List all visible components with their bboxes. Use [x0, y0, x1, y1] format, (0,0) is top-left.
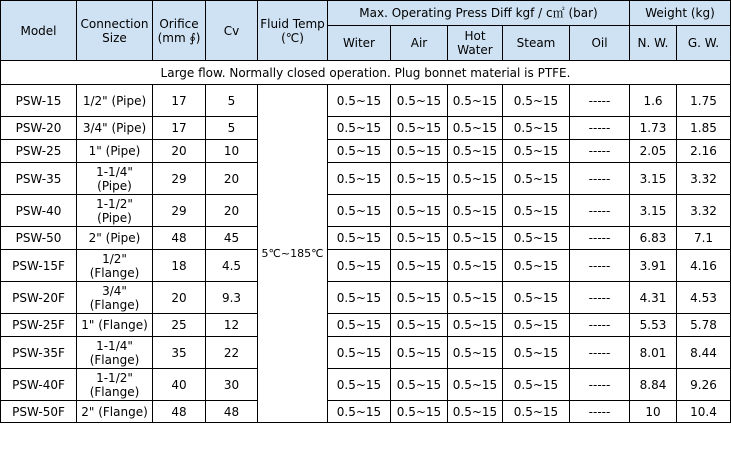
- press-oil-cell: -----: [570, 140, 630, 163]
- connection-size-cell: 1-1/4" (Pipe): [77, 163, 153, 195]
- press-hot-water-cell: 0.5~15: [448, 337, 503, 369]
- connection-size-cell: 1-1/2" (Pipe): [77, 195, 153, 227]
- cv-cell: 12: [206, 314, 258, 337]
- table-row: [1, 401, 731, 423]
- table-row: [1, 282, 731, 314]
- weight-nw-cell: 1.73: [630, 117, 677, 140]
- cv-cell: 20: [206, 195, 258, 227]
- model-cell: PSW-35F: [1, 337, 77, 369]
- press-water-cell: 0.5~15: [328, 401, 391, 423]
- press-oil-cell: -----: [570, 337, 630, 369]
- weight-nw-cell: 4.31: [630, 282, 677, 314]
- model-cell: PSW-50F: [1, 401, 77, 423]
- orifice-cell: 40: [153, 369, 206, 401]
- press-air-cell: 0.5~15: [391, 85, 448, 117]
- connection-size-cell: 1-1/2" (Flange): [77, 369, 153, 401]
- connection-size-cell: 1" (Pipe): [77, 140, 153, 163]
- press-oil-cell: -----: [570, 401, 630, 423]
- header-press-water: Witer: [328, 26, 391, 61]
- cv-cell: 22: [206, 337, 258, 369]
- orifice-cell: 48: [153, 227, 206, 250]
- header-cv: Cv: [206, 1, 258, 61]
- connection-size-cell: 3/4" (Pipe): [77, 117, 153, 140]
- weight-gw-cell: 4.53: [677, 282, 731, 314]
- header-press-air: Air: [391, 26, 448, 61]
- weight-gw-cell: 1.85: [677, 117, 731, 140]
- press-oil-cell: -----: [570, 369, 630, 401]
- weight-gw-cell: 9.26: [677, 369, 731, 401]
- press-water-cell: 0.5~15: [328, 337, 391, 369]
- press-water-cell: 0.5~15: [328, 250, 391, 282]
- press-hot-water-cell: 0.5~15: [448, 369, 503, 401]
- header-max-press-diff: Max. Operating Press Diff kgf / c㎡ (bar): [328, 1, 630, 26]
- header-press-steam: Steam: [503, 26, 570, 61]
- press-steam-cell: 0.5~15: [503, 250, 570, 282]
- table-note: Large flow. Normally closed operation. Plug bonnet material is PTFE.: [1, 61, 731, 85]
- press-hot-water-cell: 0.5~15: [448, 163, 503, 195]
- press-oil-cell: -----: [570, 195, 630, 227]
- press-air-cell: 0.5~15: [391, 401, 448, 423]
- press-oil-cell: -----: [570, 250, 630, 282]
- weight-gw-cell: 3.32: [677, 195, 731, 227]
- cv-cell: 5: [206, 117, 258, 140]
- press-steam-cell: 0.5~15: [503, 314, 570, 337]
- press-air-cell: 0.5~15: [391, 117, 448, 140]
- weight-nw-cell: 6.83: [630, 227, 677, 250]
- press-steam-cell: 0.5~15: [503, 163, 570, 195]
- press-steam-cell: 0.5~15: [503, 369, 570, 401]
- cv-cell: 30: [206, 369, 258, 401]
- press-water-cell: 0.5~15: [328, 85, 391, 117]
- press-hot-water-cell: 0.5~15: [448, 314, 503, 337]
- press-steam-cell: 0.5~15: [503, 337, 570, 369]
- weight-nw-cell: 5.53: [630, 314, 677, 337]
- press-water-cell: 0.5~15: [328, 140, 391, 163]
- connection-size-cell: 1/2" (Flange): [77, 250, 153, 282]
- model-cell: PSW-15: [1, 85, 77, 117]
- cv-cell: 45: [206, 227, 258, 250]
- press-hot-water-cell: 0.5~15: [448, 282, 503, 314]
- press-steam-cell: 0.5~15: [503, 195, 570, 227]
- table-row: [1, 227, 731, 250]
- weight-gw-cell: 5.78: [677, 314, 731, 337]
- press-air-cell: 0.5~15: [391, 163, 448, 195]
- press-steam-cell: 0.5~15: [503, 85, 570, 117]
- table-body: [1, 61, 731, 423]
- weight-nw-cell: 10: [630, 401, 677, 423]
- press-oil-cell: -----: [570, 227, 630, 250]
- weight-gw-cell: 3.32: [677, 163, 731, 195]
- press-water-cell: 0.5~15: [328, 369, 391, 401]
- header-press-oil: Oil: [570, 26, 630, 61]
- model-cell: PSW-40: [1, 195, 77, 227]
- weight-nw-cell: 3.15: [630, 163, 677, 195]
- weight-nw-cell: 2.05: [630, 140, 677, 163]
- press-air-cell: 0.5~15: [391, 140, 448, 163]
- cv-cell: 20: [206, 163, 258, 195]
- header-weight-nw: N. W.: [630, 26, 677, 61]
- cv-cell: 9.3: [206, 282, 258, 314]
- orifice-cell: 17: [153, 85, 206, 117]
- table-row: [1, 250, 731, 282]
- header-weight: Weight (kg): [630, 1, 731, 26]
- connection-size-cell: 1" (Flange): [77, 314, 153, 337]
- connection-size-cell: 1-1/4" (Flange): [77, 337, 153, 369]
- connection-size-cell: 2" (Flange): [77, 401, 153, 423]
- header-orifice: Orifice (mm ∮): [153, 1, 206, 61]
- orifice-cell: 25: [153, 314, 206, 337]
- connection-size-cell: 2" (Pipe): [77, 227, 153, 250]
- connection-size-cell: 1/2" (Pipe): [77, 85, 153, 117]
- orifice-cell: 29: [153, 163, 206, 195]
- press-steam-cell: 0.5~15: [503, 140, 570, 163]
- connection-size-cell: 3/4" (Flange): [77, 282, 153, 314]
- press-air-cell: 0.5~15: [391, 250, 448, 282]
- header-model: Model: [1, 1, 77, 61]
- press-oil-cell: -----: [570, 117, 630, 140]
- orifice-cell: 29: [153, 195, 206, 227]
- press-air-cell: 0.5~15: [391, 337, 448, 369]
- model-cell: PSW-50: [1, 227, 77, 250]
- table-row: [1, 369, 731, 401]
- press-steam-cell: 0.5~15: [503, 117, 570, 140]
- press-air-cell: 0.5~15: [391, 227, 448, 250]
- press-water-cell: 0.5~15: [328, 195, 391, 227]
- press-steam-cell: 0.5~15: [503, 282, 570, 314]
- weight-nw-cell: 3.91: [630, 250, 677, 282]
- orifice-cell: 17: [153, 117, 206, 140]
- table-row: [1, 140, 731, 163]
- press-hot-water-cell: 0.5~15: [448, 117, 503, 140]
- model-cell: PSW-25F: [1, 314, 77, 337]
- press-hot-water-cell: 0.5~15: [448, 401, 503, 423]
- weight-gw-cell: 10.4: [677, 401, 731, 423]
- model-cell: PSW-20: [1, 117, 77, 140]
- press-hot-water-cell: 0.5~15: [448, 85, 503, 117]
- press-oil-cell: -----: [570, 282, 630, 314]
- press-water-cell: 0.5~15: [328, 227, 391, 250]
- orifice-cell: 35: [153, 337, 206, 369]
- orifice-cell: 48: [153, 401, 206, 423]
- press-air-cell: 0.5~15: [391, 195, 448, 227]
- model-cell: PSW-15F: [1, 250, 77, 282]
- weight-nw-cell: 1.6: [630, 85, 677, 117]
- press-water-cell: 0.5~15: [328, 163, 391, 195]
- press-air-cell: 0.5~15: [391, 369, 448, 401]
- cv-cell: 48: [206, 401, 258, 423]
- cv-cell: 4.5: [206, 250, 258, 282]
- press-oil-cell: -----: [570, 314, 630, 337]
- press-oil-cell: -----: [570, 85, 630, 117]
- header-press-hot-water: Hot Water: [448, 26, 503, 61]
- cv-cell: 5: [206, 85, 258, 117]
- table-row: [1, 85, 731, 117]
- model-cell: PSW-40F: [1, 369, 77, 401]
- cv-cell: 10: [206, 140, 258, 163]
- header-fluid-temp: Fluid Temp (℃): [258, 1, 328, 61]
- weight-gw-cell: 2.16: [677, 140, 731, 163]
- press-air-cell: 0.5~15: [391, 314, 448, 337]
- orifice-cell: 18: [153, 250, 206, 282]
- model-cell: PSW-35: [1, 163, 77, 195]
- press-air-cell: 0.5~15: [391, 282, 448, 314]
- weight-nw-cell: 8.84: [630, 369, 677, 401]
- table-row: [1, 337, 731, 369]
- press-water-cell: 0.5~15: [328, 117, 391, 140]
- press-water-cell: 0.5~15: [328, 282, 391, 314]
- weight-gw-cell: 4.16: [677, 250, 731, 282]
- weight-gw-cell: 8.44: [677, 337, 731, 369]
- table-row: [1, 117, 731, 140]
- table-row: [1, 314, 731, 337]
- table-row: [1, 195, 731, 227]
- press-steam-cell: 0.5~15: [503, 401, 570, 423]
- weight-gw-cell: 7.1: [677, 227, 731, 250]
- press-hot-water-cell: 0.5~15: [448, 195, 503, 227]
- model-cell: PSW-25: [1, 140, 77, 163]
- weight-nw-cell: 8.01: [630, 337, 677, 369]
- weight-gw-cell: 1.75: [677, 85, 731, 117]
- orifice-cell: 20: [153, 140, 206, 163]
- press-hot-water-cell: 0.5~15: [448, 250, 503, 282]
- orifice-cell: 20: [153, 282, 206, 314]
- model-cell: PSW-20F: [1, 282, 77, 314]
- header-connection-size: Connection Size: [77, 1, 153, 61]
- press-hot-water-cell: 0.5~15: [448, 227, 503, 250]
- press-oil-cell: -----: [570, 163, 630, 195]
- table-row: [1, 163, 731, 195]
- press-water-cell: 0.5~15: [328, 314, 391, 337]
- press-steam-cell: 0.5~15: [503, 227, 570, 250]
- weight-nw-cell: 3.15: [630, 195, 677, 227]
- fluid-temp-cell: 5℃~185℃: [258, 85, 328, 423]
- header-weight-gw: G. W.: [677, 26, 731, 61]
- press-hot-water-cell: 0.5~15: [448, 140, 503, 163]
